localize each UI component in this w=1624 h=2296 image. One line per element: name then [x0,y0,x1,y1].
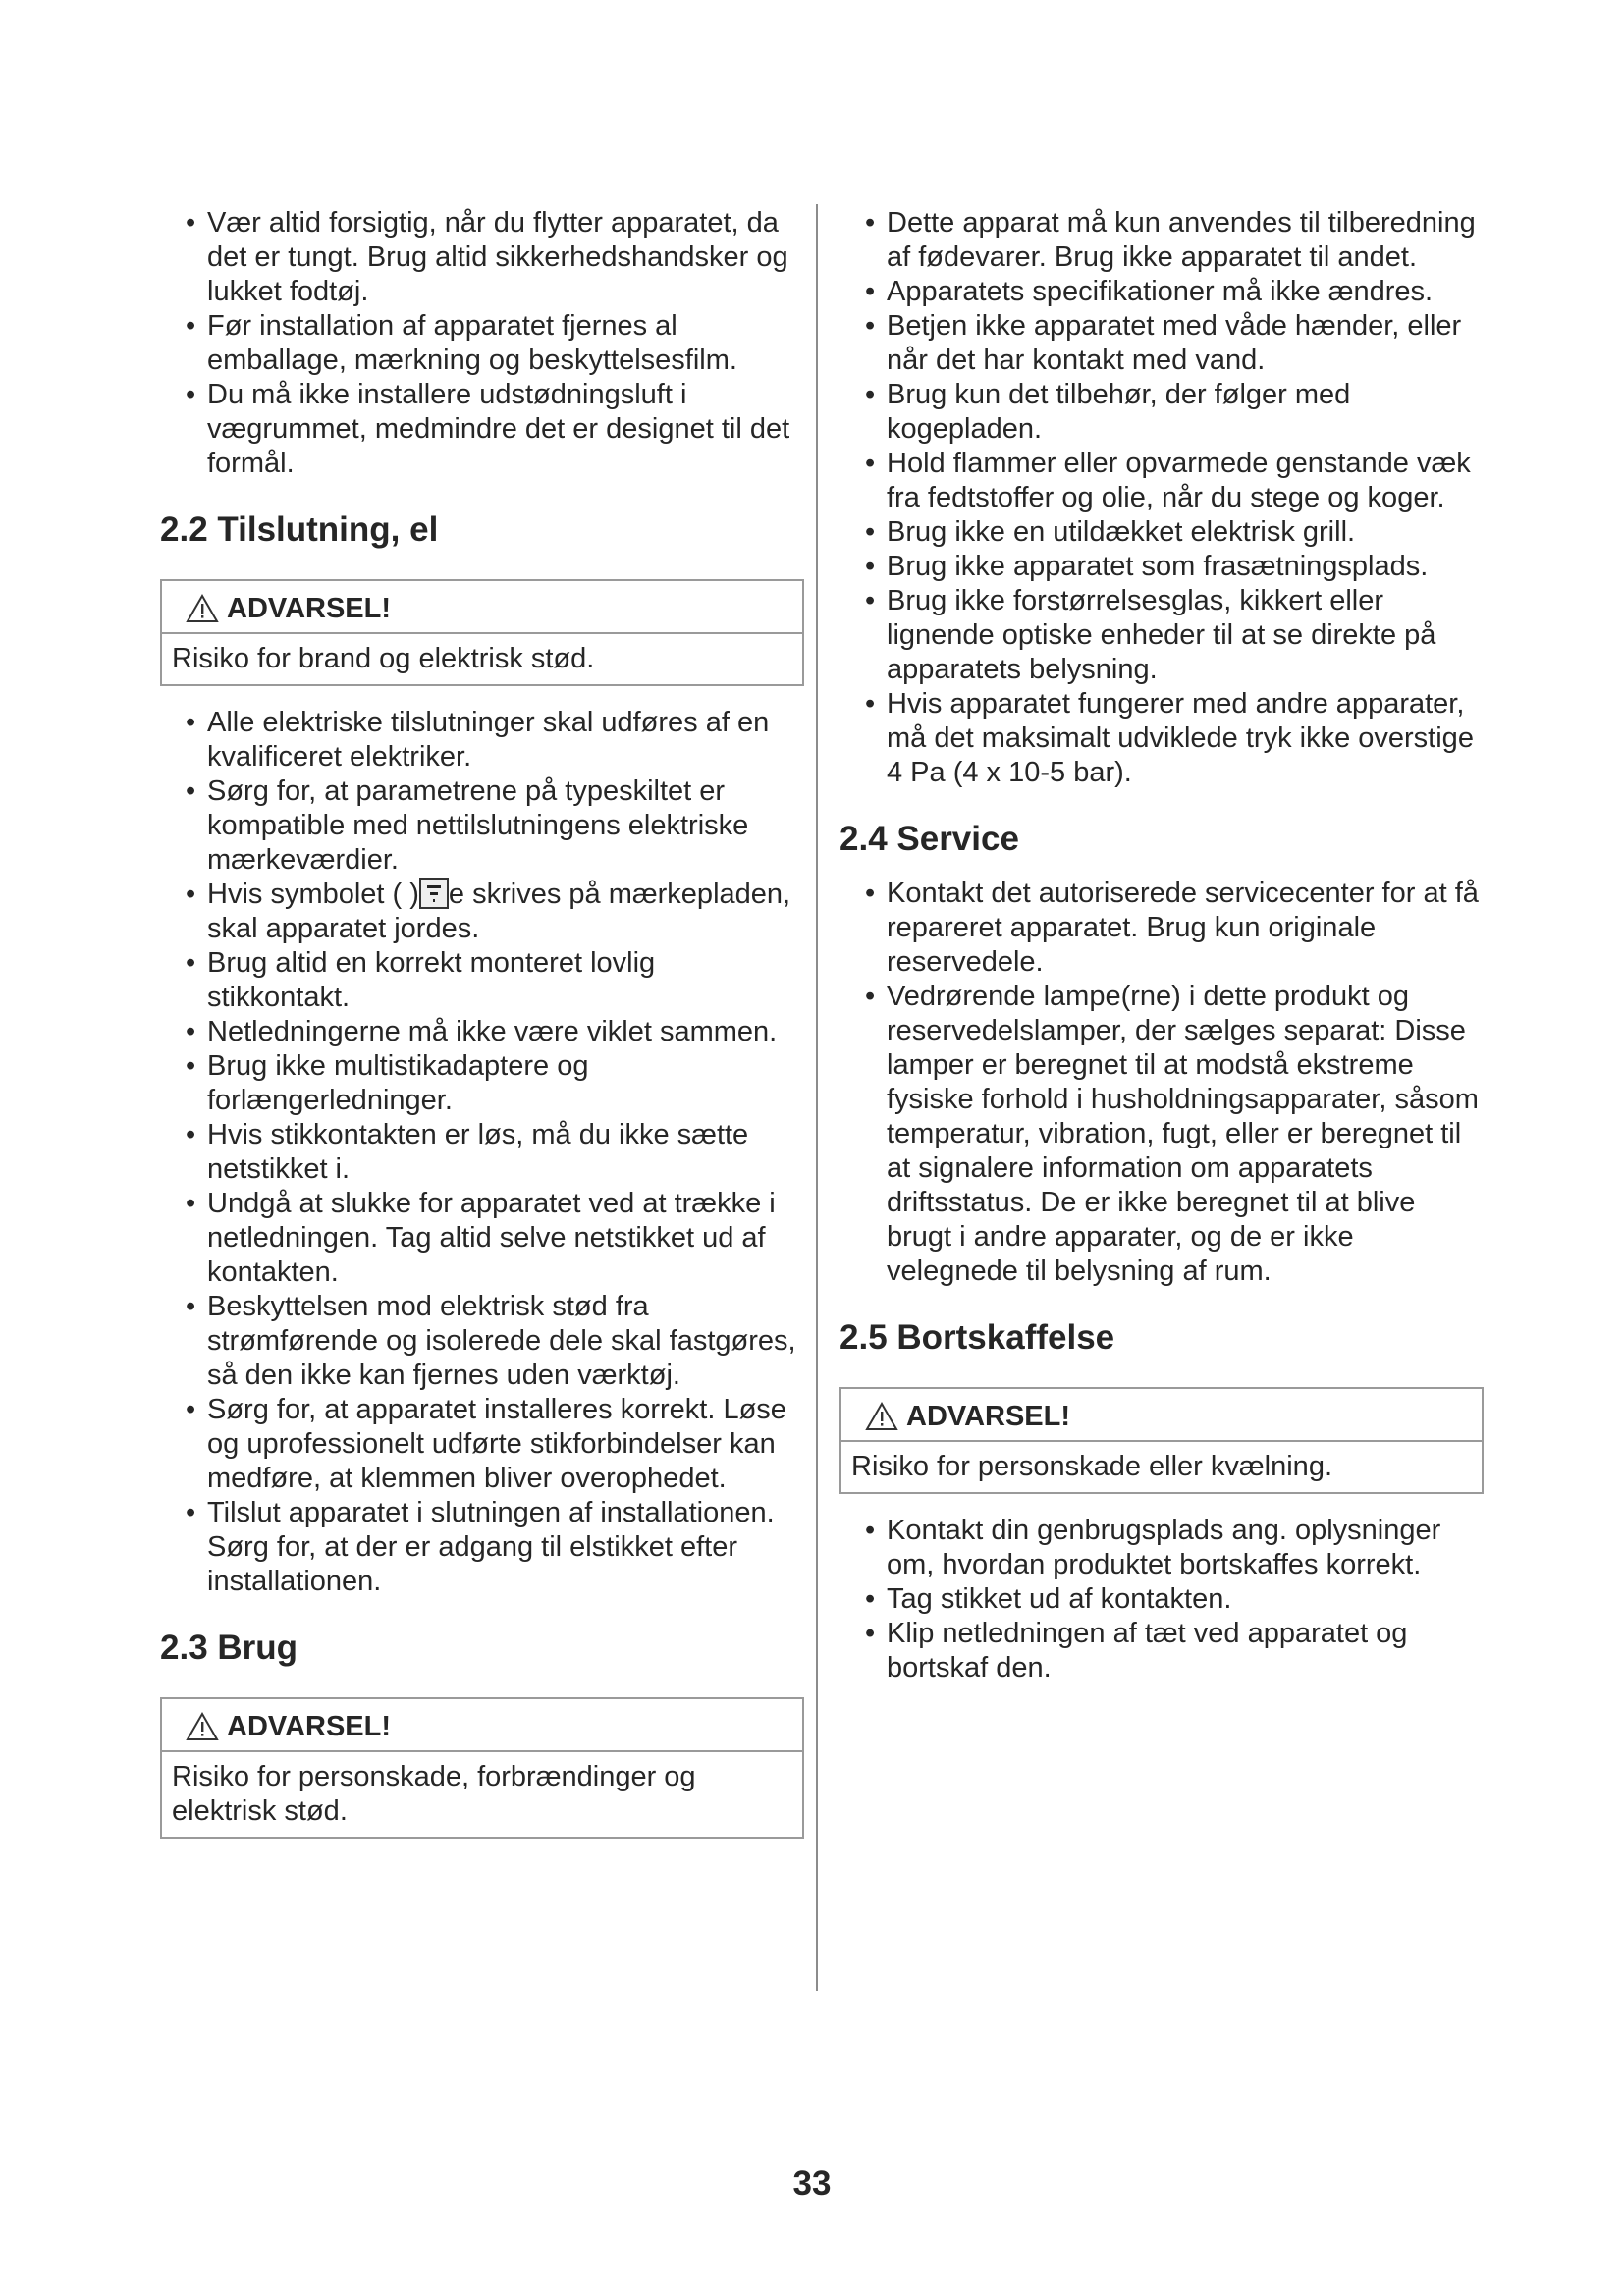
list-item: • Kontakt det autoriserede servicecenter for at få repareret apparatet. Brug kun originale reservedele. [865,878,1479,978]
page-number: 33 [792,2164,832,2203]
list-item: • Sørg for, at parametrene på typeskiltet er kompatible med nettilslutningens elektriske mærkeværdier. [186,775,749,876]
list-item: • Brug altid en korrekt monteret lovlig stikkontakt. [186,947,656,1013]
list-item: • Hvis stikkontakten er løs, må du ikke sætte netstikket i. [186,1119,749,1185]
warning-title: ADVARSEL! [906,1401,1071,1432]
list-item: • Hvis apparatet fungerer med andre apparater, må det maksimalt udviklede tryk ikke overstige 4 Pa (4 x 10-5 bar). [865,688,1474,788]
warning-title: ADVARSEL! [227,1711,392,1742]
list-item: • Netledningerne må ikke være viklet sammen. [186,1016,778,1047]
right-column [839,196,1484,1685]
warning-separator [841,1440,1482,1442]
list-item: • Klip netledningen af tæt ved apparatet og bortskaf den. [865,1618,1408,1683]
list-item: • Du må ikke installere udstødningsluft i vægrummet, medmindre det er designet til det formål. [186,379,790,479]
warning-triangle-icon [865,1402,898,1431]
warning-box-disposal [839,1387,1484,1494]
warning-triangle-icon [186,1712,219,1741]
list-item: • Beskyttelsen mod elektrisk stød fra strømførende og isolerede dele skal fastgøres, så den ikke kan fjernes uden værktøj. [186,1291,796,1391]
warning-box-use [160,1697,804,1839]
section-title-2-3: 2.3 Brug [160,1629,298,1667]
list-item: • Betjen ikke apparatet med våde hænder, eller når det har kontakt med vand. [865,310,1462,376]
warning-header [851,1399,1472,1434]
list-item: • Tilslut apparatet i slutningen af installationen. Sørg for, at der er adgang til elstikket efter installationen. [186,1497,775,1597]
warning-separator [162,1750,802,1752]
section-title-2-2: 2.2 Tilslutning, el [160,510,439,549]
disposal-bullet-list [839,1514,1484,1685]
list-item: • Apparatets specifikationer må ikke ændres. [865,276,1434,307]
list-item: • Vær altid forsigtig, når du flytter apparatet, da det er tungt. Brug altid sikkerhedshandsker og lukket fodtøj. [186,207,788,307]
list-item: • Brug ikke forstørrelsesglas, kikkert eller lignende optiske enheder til at se direkte på apparatets belysning. [865,585,1436,685]
list-item: • Brug kun det tilbehør, der følger med kogepladen. [865,379,1351,445]
list-item: • Undgå at slukke for apparatet ved at trække i netledningen. Tag altid selve netstikket ud af kontakten. [186,1188,776,1288]
column-divider [816,204,818,1991]
list-item: • Sørg for, at apparatet installeres korrekt. Løse og uprofessionelt udførte stikforbindelser kan medføre, at klemmen bliver overophedet. [186,1394,786,1494]
service-bullet-list [839,877,1484,1289]
section-title-2-4: 2.4 Service [839,820,1019,858]
warning-text: Risiko for brand og elektrisk stød. [172,643,595,674]
list-item: • Hold flammer eller opvarmede genstande væk fra fedtstoffer og olie, når du stege og koger. [865,448,1471,513]
list-item: • Kontakt din genbrugsplads ang. oplysninger om, hvordan produktet bortskaffes korrekt. [865,1515,1441,1580]
left-column [160,196,804,1839]
list-item: • Dette apparat må kun anvendes til tilberedning af fødevarer. Brug ikke apparatet til andet. [865,207,1476,273]
list-item: • Tag stikket ud af kontakten. [865,1583,1232,1615]
list-item: • Brug ikke apparatet som frasætningsplads. [865,551,1429,582]
list-item: • Brug ikke multistikadaptere og forlængerledninger. [186,1050,589,1116]
warning-box-electric [160,579,804,686]
intro-bullet-list [160,206,804,481]
list-item: • Vedrørende lampe(rne) i dette produkt og reservedelslamper, der sælges separat: Disse lamper er beregnet til at modstå ekstreme fysiske forhold i husholdningsapparater, såsom temperatur, vibration, fugt, eller er beregnet til at signalere information om apparatets driftsstatus. De er ikke beregnet til at blive brugt i andre apparater, og de er ikke velegnede til belysning af rum. [865,981,1479,1287]
warning-title: ADVARSEL! [227,593,392,624]
list-item: • Før installation af apparatet fjernes al emballage, mærkning og beskyttelsesfilm. [186,310,737,376]
section-title-2-5: 2.5 Bortskaffelse [839,1318,1115,1357]
electric-bullet-list [160,706,804,1599]
warning-triangle-icon [186,594,219,623]
list-item: • Hvis symbolet ( ) e skrives på mærkepladen, skal apparatet jordes. [186,879,791,944]
warning-separator [162,632,802,634]
list-item: • Alle elektriske tilslutninger skal udføres af en kvalificeret elektriker. [186,707,770,773]
warning-text: Risiko for personskade, forbrændinger og elektrisk stød. [172,1761,696,1827]
earth-ground-symbol-icon [419,878,449,909]
warning-header [172,1709,792,1744]
list-item: • Brug ikke en utildækket elektrisk grill. [865,516,1356,548]
warning-header [172,591,792,626]
warning-text: Risiko for personskade eller kvælning. [851,1451,1332,1482]
use-bullet-list [839,206,1484,790]
